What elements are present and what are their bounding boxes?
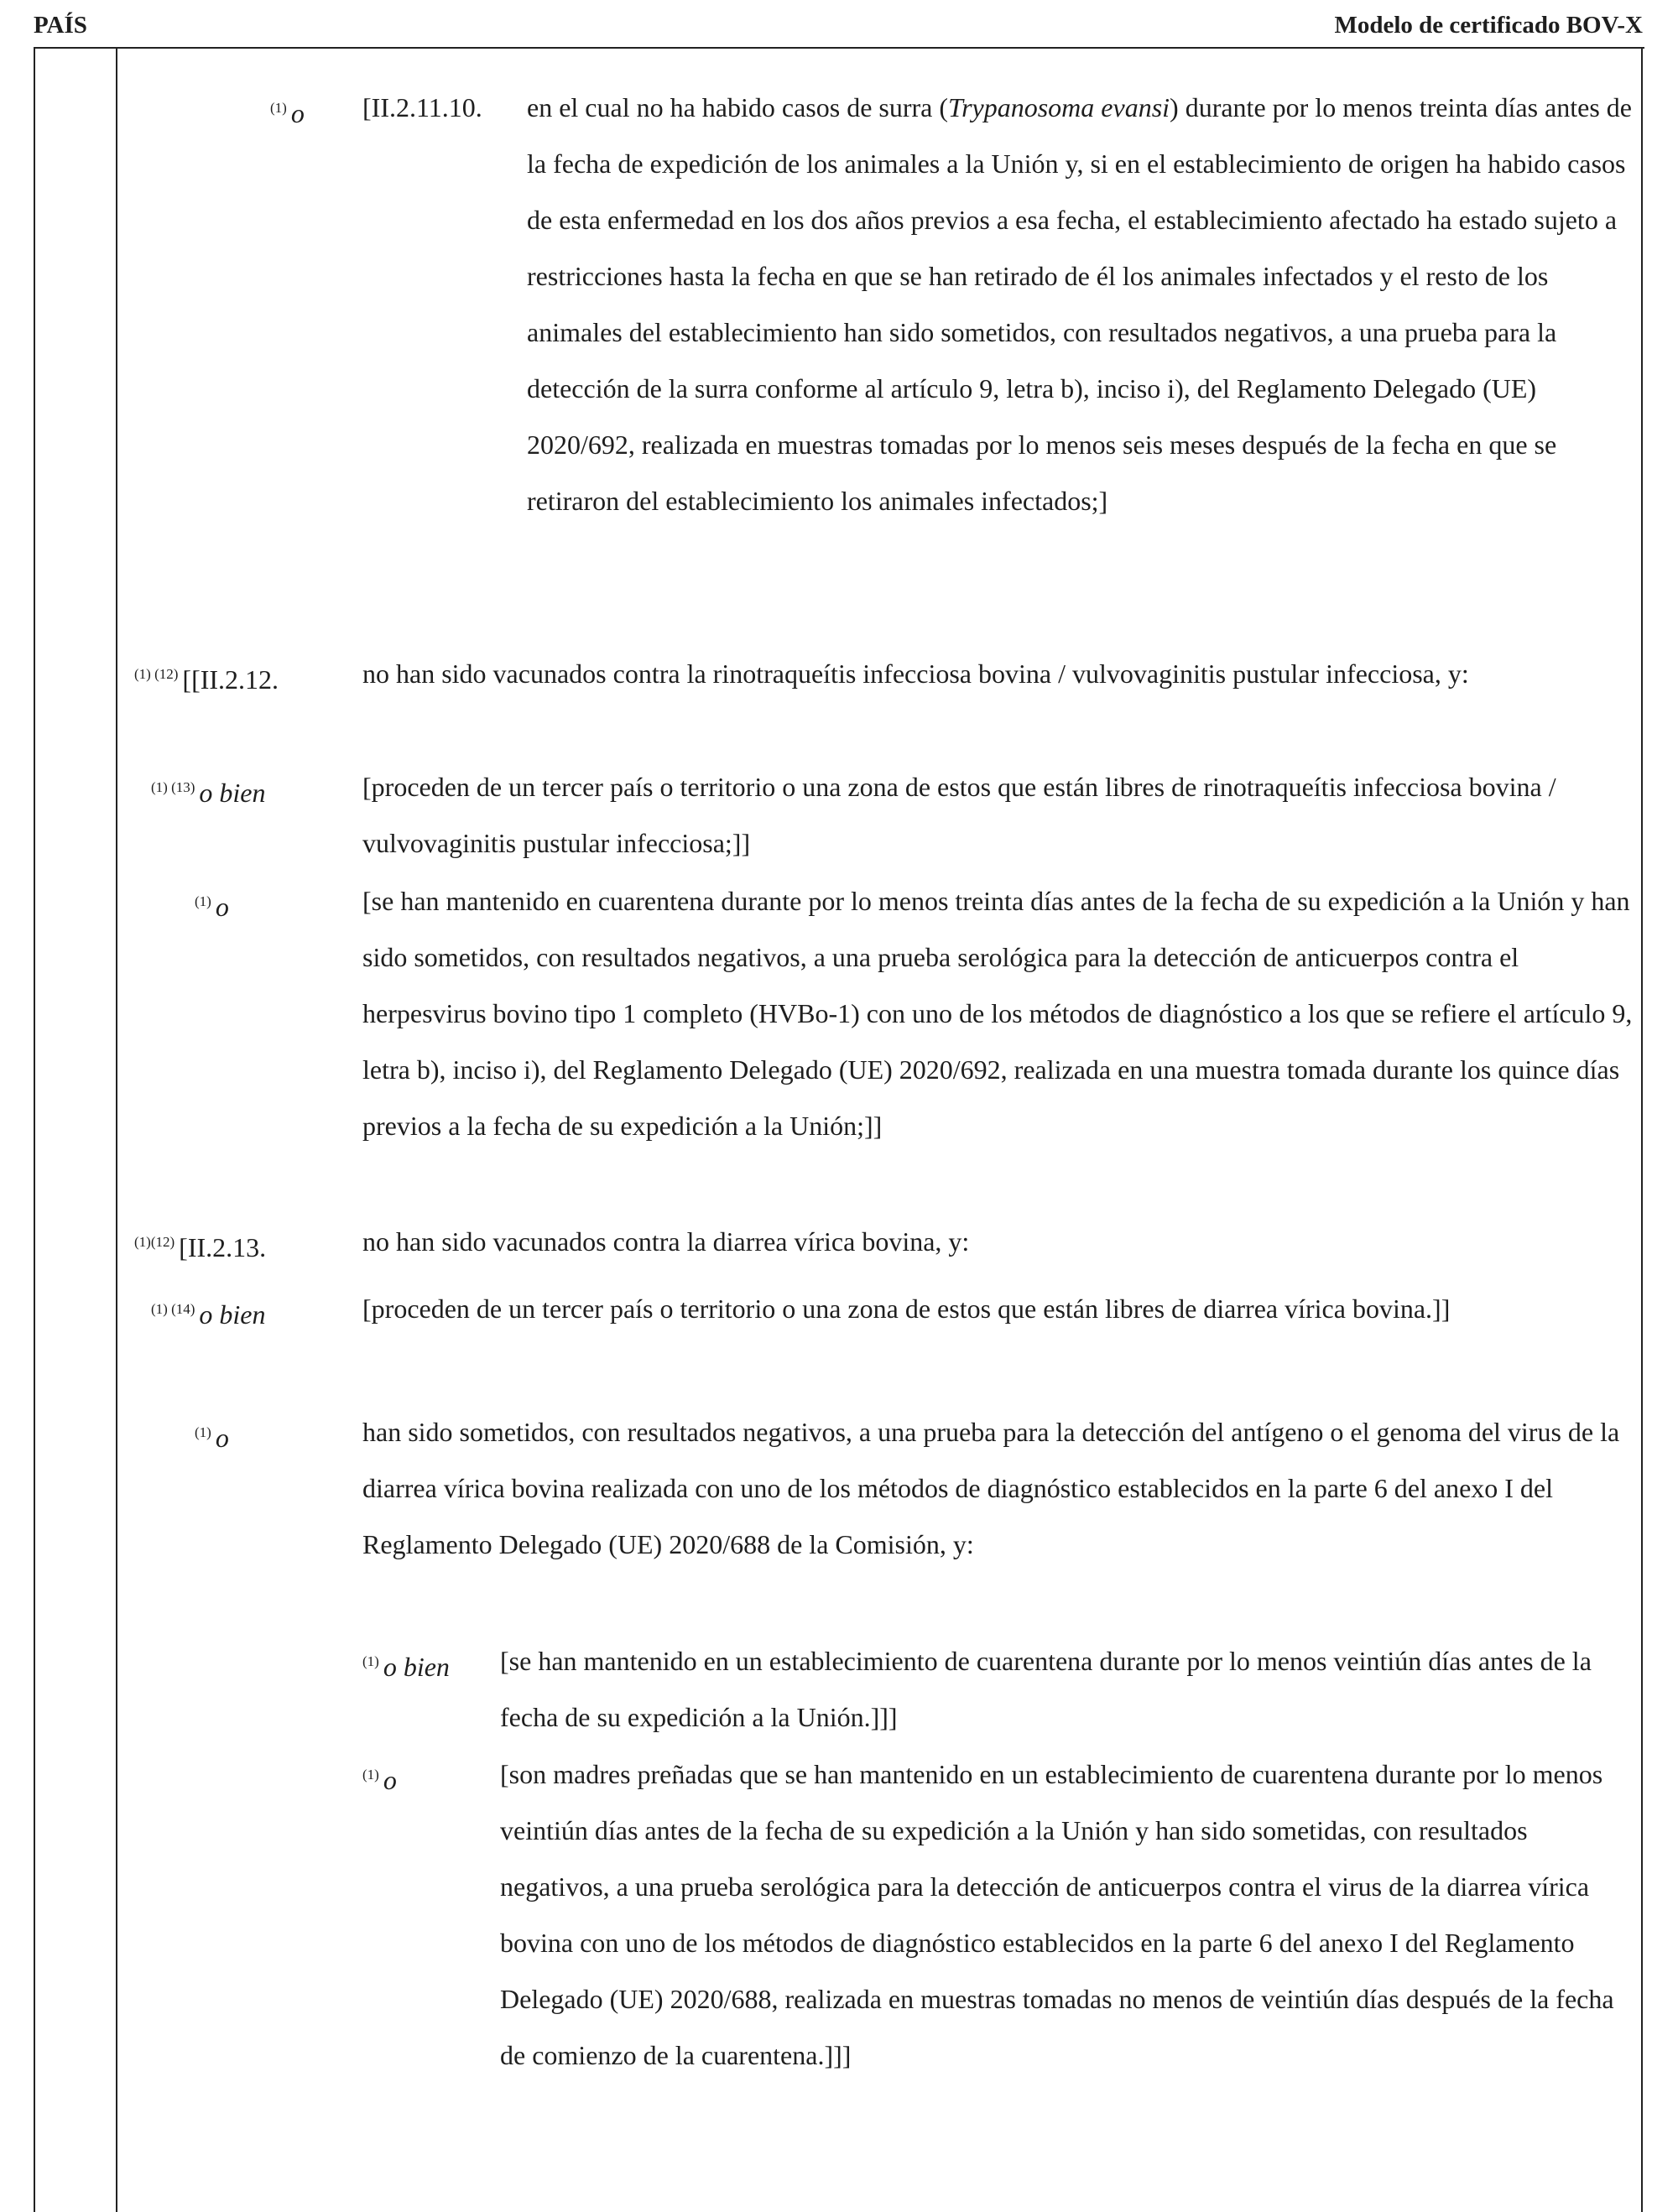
- header-model-title: Modelo de certificado BOV-X: [1334, 12, 1643, 39]
- clause-label-ii-2-11-10: [270, 80, 305, 142]
- footnote-ref: (1) (14): [151, 1301, 195, 1317]
- clause-label-option: [195, 873, 229, 935]
- clause-label-sub-option: [362, 1633, 450, 1695]
- clause-ref-ii-2-11-10: [II.2.11.10.: [362, 92, 482, 122]
- clause-text-ii-2-13: no han sido vacunados contra la diarrea vírica bovina, y:: [362, 1226, 970, 1257]
- clause-text-option: han sido sometidos, con resultados negativos, a una prueba para la detección del antígeno o el genoma del virus de la diarrea vírica bovina realizada con uno de los métodos de diagnóstico establecidos en la parte 6 del anexo I del Reglamento Delegado (UE) 2020/688 de la Comisión, y:: [362, 1417, 1620, 1559]
- table-column-divider: [116, 47, 117, 2212]
- clause-text-option: [proceden de un tercer país o territorio o una zona de estos que están libres de diarrea vírica bovina.]]: [362, 1293, 1451, 1324]
- clause-label-option: [151, 759, 266, 821]
- clause-label-ii-2-12: [134, 646, 279, 708]
- footnote-ref: (1): [362, 1653, 379, 1669]
- footnote-ref: (1) (12): [134, 666, 179, 682]
- clause-connector: o: [215, 892, 229, 922]
- clause-text-ii-2-12: no han sido vacunados contra la rinotraqueítis infecciosa bovina / vulvovaginitis pustular infecciosa, y:: [362, 658, 1469, 689]
- footnote-ref: (1): [362, 1767, 379, 1783]
- clause-text-ii-2-11-10: [527, 80, 1634, 529]
- header-country: PAÍS: [34, 12, 87, 39]
- footnote-ref: (1): [195, 893, 211, 909]
- table-right-border: [1641, 47, 1643, 2212]
- clause-ref: [II.2.13.: [179, 1232, 267, 1262]
- clause-connector: o: [290, 98, 305, 128]
- clause-connector: o bien: [199, 1299, 266, 1330]
- clause-ref: [[II.2.12.: [182, 664, 279, 695]
- clause-connector: o: [215, 1423, 229, 1453]
- clause-label-option: [195, 1404, 229, 1466]
- footnote-ref: (1): [270, 100, 287, 116]
- clause-text-option: [proceden de un tercer país o territorio o una zona de estos que están libres de rinotraqueítis infecciosa bovina / vulvovaginitis pustular infecciosa;]]: [362, 772, 1556, 858]
- clause-text-part: ) durante por lo menos treinta días antes de la fecha de expedición de los animales a la Unión y, si en el establecimiento de origen ha habido casos de esta enfermedad en los dos años previos a esa fecha, el establecimiento afectado ha estado sujeto a restricciones hasta la fecha en que se han retirado de él los animales infectados y el resto de los animales del establecimiento han sido sometidos, con resultados negativos, a una prueba para la detección de la surra conforme al artículo 9, letra b), inciso i), del Reglamento Delegado (UE) 2020/692, realizada en muestras tomadas por lo menos seis meses después de la fecha en que se retiraron del establecimiento los animales infectados;]: [527, 92, 1632, 516]
- footnote-ref: (1) (13): [151, 779, 195, 795]
- clause-text-sub-option: [se han mantenido en un establecimiento de cuarentena durante por lo menos veintiún días antes de la fecha de su expedición a la Unión.]]]: [500, 1646, 1592, 1732]
- clause-label-sub-option: [362, 1746, 397, 1809]
- clause-text-option: [se han mantenido en cuarentena durante por lo menos treinta días antes de la fecha de su expedición a la Unión y han sido sometidos, con resultados negativos, a una prueba serológica para la detección de anticuerpos contra el herpesvirus bovino tipo 1 completo (HVBo-1) con uno de los métodos de diagnóstico a los que se refiere el artículo 9, letra b), inciso i), del Reglamento Delegado (UE) 2020/692, realizada en una muestra tomada durante los quince días previos a la fecha de su expedición a la Unión;]]: [362, 886, 1633, 1141]
- clause-text-part: en el cual no ha habido casos de surra (: [527, 92, 949, 122]
- footnote-ref: (1): [195, 1424, 211, 1440]
- clause-label-ii-2-13: [134, 1214, 266, 1276]
- species-name: Trypanosoma evansi: [948, 92, 1170, 122]
- table-left-border: [34, 47, 35, 2212]
- table-top-border: [34, 47, 1644, 49]
- clause-connector: o: [383, 1765, 397, 1795]
- clause-text-sub-option: [son madres preñadas que se han mantenido en un establecimiento de cuarentena durante por lo menos veintiún días antes de la fecha de su expedición a la Unión y han sido sometidas, con resultados negativos, a una prueba serológica para la detección de anticuerpos contra el virus de la diarrea vírica bovina con uno de los métodos de diagnóstico establecidos en la parte 6 del anexo I del Reglamento Delegado (UE) 2020/688, realizada en muestras tomadas no menos de veintiún días después de la fecha de comienzo de la cuarentena.]]]: [500, 1759, 1614, 2070]
- clause-label-option: [151, 1281, 266, 1343]
- clause-connector: o bien: [383, 1652, 450, 1682]
- clause-connector: o bien: [199, 778, 266, 808]
- footnote-ref: (1)(12): [134, 1234, 175, 1250]
